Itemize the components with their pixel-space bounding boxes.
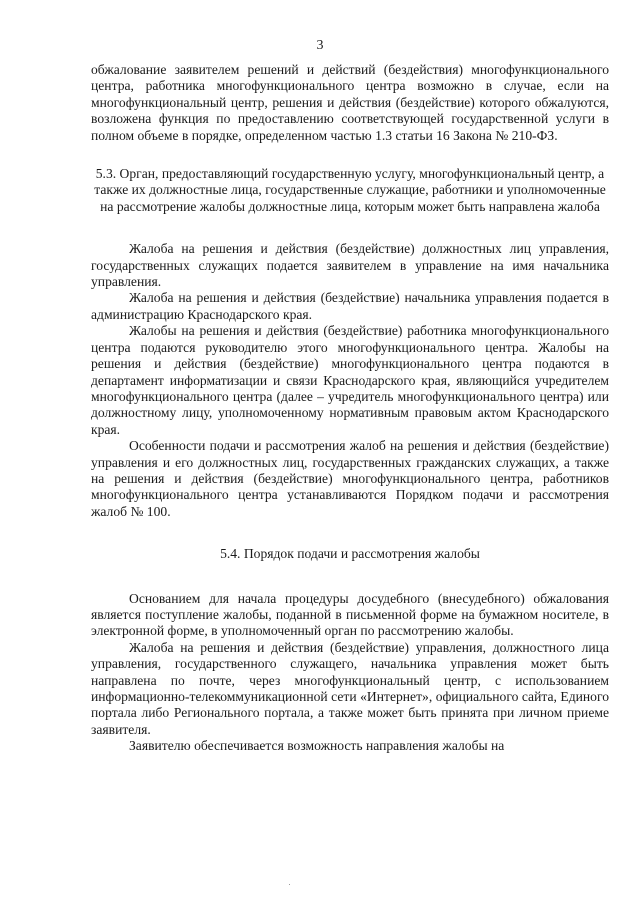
document-body: [91, 62, 609, 755]
section-5-4-title: 5.4. Порядок подачи и рассмотрения жалобы: [220, 546, 480, 562]
section-5-4-paragraph-1: Основанием для начала процедуры досудебного (внесудебного) обжалования является поступление жалобы, поданной в письменной форме на бумажном носителе, в электронной форме, в уполномоченный орган по рассмотрению жалобы.: [91, 590, 609, 639]
page-number: 3: [316, 38, 324, 53]
section-5-4-paragraph-3: Заявителю обеспечивается возможность направления жалобы на: [129, 738, 505, 754]
scan-speck: [289, 884, 290, 885]
section-5-3-paragraph-3: Жалобы на решения и действия (бездействие) работника многофункционального центра подаются руководителю этого многофункционального центра. Жалобы на решения и действия (бездействие) многофункционального центра подаются в департамент информатизации и связи Краснодарского края, являющийся учредителем многофункционального центра (далее – учредитель многофункционального центра) или должностному лицу, уполномоченному нормативным правовым актом Краснодарского края.: [91, 323, 609, 437]
intro-paragraph: обжалование заявителем решений и действий (бездействия) многофункционального центра, работника многофункционального центра возможно в случае, если на многофункциональный центр, решения и действия (бездействие) которого обжалуются, возложена функция по предоставлению соответствующей государственной услуги в полном объеме в порядке, определенном частью 1.3 статьи 16 Закона № 210-ФЗ.: [91, 62, 609, 143]
section-5-3-paragraph-2: Жалоба на решения и действия (бездействие) начальника управления подается в администрацию Краснодарского края.: [91, 290, 609, 322]
section-5-3-paragraph-1: Жалоба на решения и действия (бездействие) должностных лиц управления, государственных служащих подается заявителем в управление на имя начальника управления.: [91, 241, 609, 290]
section-5-3-paragraph-4: Особенности подачи и рассмотрения жалоб на решения и действия (бездействие) управления и его должностных лиц, государственных гражданских служащих, а также на решения и действия (бездействие) многофункционального центра, работников многофункционального центра устанавливаются Порядком подачи и рассмотрения жалоб № 100.: [91, 438, 609, 519]
section-5-4-paragraph-2: Жалоба на решения и действия (бездействие) управления, должностного лица управления, государственного служащего, начальника управления может быть направлена по почте, через многофункциональный центр, с использованием информационно-телекоммуникационной сети «Интернет», официального сайта, Единого портала либо Регионального портала, а также может быть принята при личном приеме заявителя.: [91, 639, 609, 737]
section-5-3-title: 5.3. Орган, предоставляющий государственную услугу, многофункциональный центр, а также их должностные лица, государственные служащие, работники и уполномоченные на рассмотрение жалобы должностные лица, которым может быть направлена жалоба: [94, 166, 606, 214]
